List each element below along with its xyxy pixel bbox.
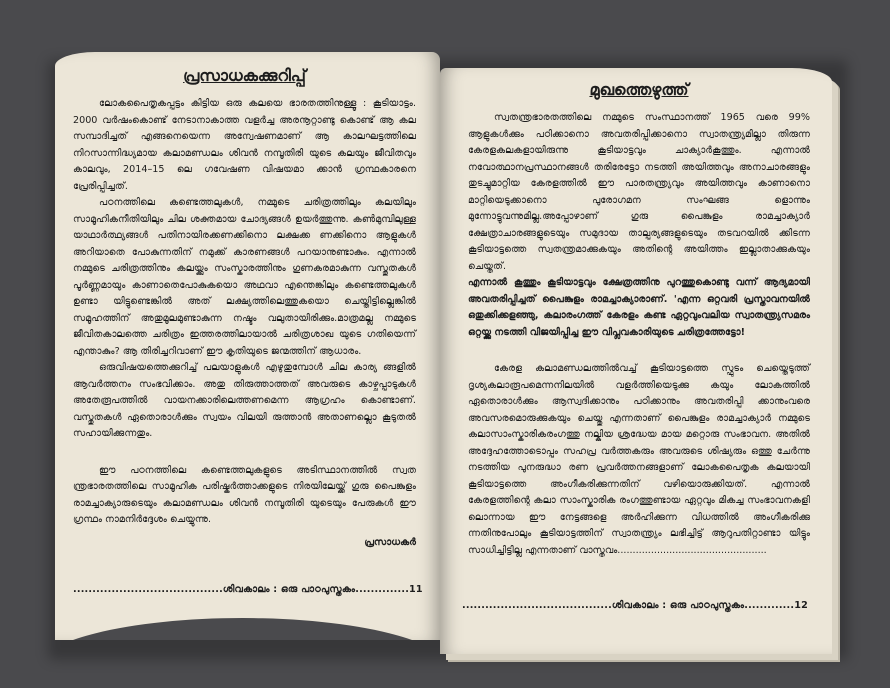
paragraph: കേരള കലാമണ്ഡലത്തിൽവച്ച് കൂടിയാട്ടത്തെ സ്ഫുടം ചെയ്തെടുത്ത് ദൃശ്യകലാരൂപമെന്നനിലയിൽ വളർത്തിയെടുക്കു കയും ലോകത്തിൽ ഏതൊരാൾക്കും ആസ്വദിക്കാനും പഠിക്കാനും അവതരിപ്പി ക്കാനുംവരെ അവസരമൊരുക്കുകയും ചെയ്തു എന്നതാണ് പൈങ്കുളം രാമച്ചാക്യാർ നമ്മുടെ കലാസാംസ്കാരികരംഗത്തു നല്കിയ ശ്രദ്ധേയ മായ മറ്റൊരു സംഭാവന. അതിൽ അദ്ദേഹത്തോടൊപ്പം സഹപ്ര വർത്തകരും അവരുടെ ശിഷ്യരും ഒത്തു ചേർന്നു നടത്തിയ പുനരുദ്ധാ രണ പ്രവർത്തനങ്ങളാണ് ലോകപൈതൃക കലയായി കൂടിയാട്ടത്തെ അംഗീകരിക്കുന്നതിന് വഴിയൊരുക്കിയത്. എന്നാൽ കേരളത്തിന്റെ കലാ സാംസ്കാരിക രംഗത്തുണ്ടായ ഏറ്റവും മികച്ച സംഭാവനകളി ലൊന്നായ ഈ നേട്ടങ്ങളെ അർഹിക്കുന്ന വിധത്തിൽ അംഗീകരിക്കു ന്നതിനുപോലും കൂടിയാട്ടത്തിന് സ്വാതന്ത്ര്യം ലഭിച്ചിട്ട് ആറുപതിറ്റാണ്ടാ യിട്ടും സാധിച്ചിട്ടില്ല എന്നതാണ് വാസ്തവം................................................. xyxy=(468,363,810,556)
page-title: മുഖത്തെഴുത്ത് xyxy=(589,80,689,99)
signature: പ്രസാധകർ xyxy=(364,536,416,548)
paragraph: ഈ പഠനത്തിലെ കണ്ടെത്തലുകളുടെ അടിസ്ഥാനത്തിൽ സ്വത ന്ത്രഭാരതത്തിലെ സാമൂഹിക പരിഷ്കർത്താക്കളുടെ നിരയിലേയ്ക്ക് ഗുരു പൈങ്കുളം രാമച്ചാക്യാരുടെയും കലാമണ്ഡലം ശിവൻ നമ്പൂതിരി യുടെയും പേരുകൾ ഈ ഗ്രന്ഥം നാമനിർദ്ദേശം ചെയ്യുന്നു. xyxy=(73,464,416,525)
paragraph: ഒരുവിഷയത്തെക്കുറിച്ച് പലയാളുകൾ എഴുതുമ്പോൾ ചില കാര്യ ങ്ങളിൽ ആവർത്തനം സംഭവിക്കാം. അതു തിരുത്താത്തത് അവരുടെ കാഴ്ചപ്പാടുകൾ അതേരൂപത്തിൽ വായനക്കാരിലെത്തണമെന്ന ആഗ്രഹം കൊണ്ടാണ്. വസ്തുതകൾ ഏതൊരാൾക്കും സ്വയം വിലയി രുത്താൻ അതാണല്ലൊ കൂടുതൽ സഹായിക്കുന്നതും. xyxy=(73,362,416,439)
page-footer: .......................................ശിവകാലം : ഒരു പാഠപുസ്തകം.............12 xyxy=(462,600,808,611)
paragraph: പഠനത്തിലെ കണ്ടെത്തലുകൾ, നമ്മുടെ ചരിത്രത്തിലും കലയിലും സാമൂഹികനീതിയിലും ചില ശക്തമായ ചോദ്യങ്ങൾ ഉയർത്തുന്നു. കൺമുമ്പിലുള്ള യാഥാർത്ഥ്യങ്ങൾ പതിനായിരക്കണക്കിനൊ ലക്ഷക്ക ണക്കിനൊ ആളുകൾ അറിയാതെ പോകുന്നതിന് നമുക്ക് കാരണങ്ങൾ പറയാനുണ്ടാകും. എന്നാൽ നമ്മുടെ ചരിത്രത്തിനും കലയ്ക്കും സംസ്കാരത്തിനും ഗുണകരമാകുന്ന വസ്തുതകൾ പൂർണ്ണമായും കാണാതെപോകുകയൊ അഥവാ എന്തെങ്കിലും കണ്ടെത്തലുകൾ ഉണ്ടാ യിട്ടുണ്ടെങ്കിൽ അത് ലക്ഷ്യത്തിലെത്തുകയൊ ചെയ്തിട്ടില്ലെങ്കിൽ സമൂഹത്തിന് അതുമൂലമുണ്ടാകുന്ന നഷ്ടം വലുതായിരിക്കും.മാത്രമല്ല നമ്മുടെ ജീവിതകാലത്തെ ചരിത്രം ഇത്തരത്തിലായാൽ ചരിത്രശാഖ യുടെ ഗതിയെന്ന് എന്താകും? ആ തിരിച്ചറിവാണ് ഈ കൃതിയുടെ ജന്മത്തിന് ആധാരം. xyxy=(73,197,416,357)
paragraph: ലോകപൈതൃകപ്പട്ടം കിട്ടിയ ഒരു കലയെ ഭാരതത്തിനുള്ളൂ : കൂടിയാട്ടം. 2000 വർഷംകൊണ്ട് നേടാനാകാത്ത വളർച്ച അരനൂറ്റാണ്ടു കൊണ്ട് ആ കല സമ്പാദിച്ചത് എങ്ങനെയെന്ന അന്വേഷണമാണ് ആ കാലഘട്ടത്തിലെ നിറസാന്നിദ്ധ്യമായ കലാമണ്ഡലം ശിവൻ നമ്പൂതിരി യുടെ കലയും ജീവിതവും കാലവും, 2014–15 ലെ ഗവേഷണ വിഷയമാ ക്കാൻ ഗ്രന്ഥകാരനെ പ്രേരിപ്പിച്ചത്. xyxy=(73,98,416,192)
left-page xyxy=(55,52,440,640)
page-footer: .......................................ശിവകാലം : ഒരു പാഠപുസ്തകം..............11 xyxy=(73,584,423,595)
page-title: പ്രസാധകക്കുറിപ്പ് xyxy=(183,66,306,85)
right-page xyxy=(440,68,832,654)
bold-paragraph: എന്നാൽ കൂത്തും കൂടിയാട്ടവും ക്ഷേത്രത്തിനു പുറത്തുകൊണ്ടു വന്ന് ആദ്യമായി അവതരിപ്പിച്ചത് പൈങ്കുളം രാമച്ചാക്യാരാണ്. 'എന്ന ഒറ്റവരി പ്രസ്താവനയിൽ ഒതുക്കിക്കളഞ്ഞു, കലാരംഗത്ത് കേരളം കണ്ട ഏറ്റവുംവലിയ സ്വാതന്ത്ര്യസമരം ഒറ്റയ്ക്കു നടത്തി വിജയിപ്പിച്ച ഈ വിപ്ലവകാരിയുടെ ചരിത്രത്തേട്ടോ! xyxy=(468,277,810,338)
paragraph: സ്വതന്ത്രഭാരതത്തിലെ നമ്മുടെ സംസ്ഥാനത്ത് 1965 വരെ 99% ആളുകൾക്കും പഠിക്കാനൊ അവതരിപ്പിക്കാനൊ സ്വാതന്ത്ര്യമില്ലാ തിരുന്ന കേരളകലകളായിരുന്നു കൂടിയാട്ടവും ചാക്യാർകൂത്തും. എന്നാൽ നവോത്ഥാനപ്രസ്ഥാനങ്ങൾ തരിരേട്ടോ നടത്തി അയിത്തവും അനാചാരങ്ങളും തുടച്ചുമാറ്റിയ കേരളത്തിൽ ഈ പാരതന്ത്ര്യവും അയിത്തവും കാണാനൊ മാറ്റിയെടുക്കാനൊ പുരോഗമന സംഘങ്ങ ളൊന്നും മുന്നോട്ടുവന്നുമില്ല.അപ്പോഴാണ് ഗുരു പൈങ്കുളം രാമച്ചാക്യാർ ക്ഷേത്രാചാരങ്ങളുടെയും സമുദായ താല്പര്യങ്ങളുടെയും തടവറയിൽ ക്കിടന്ന കൂടിയാട്ടത്തെ സ്വതന്ത്രമാക്കുകയും അതിന്റെ അയിത്തം ഇല്ലാതാക്കുകയും ചെയ്തത്. xyxy=(468,112,810,272)
